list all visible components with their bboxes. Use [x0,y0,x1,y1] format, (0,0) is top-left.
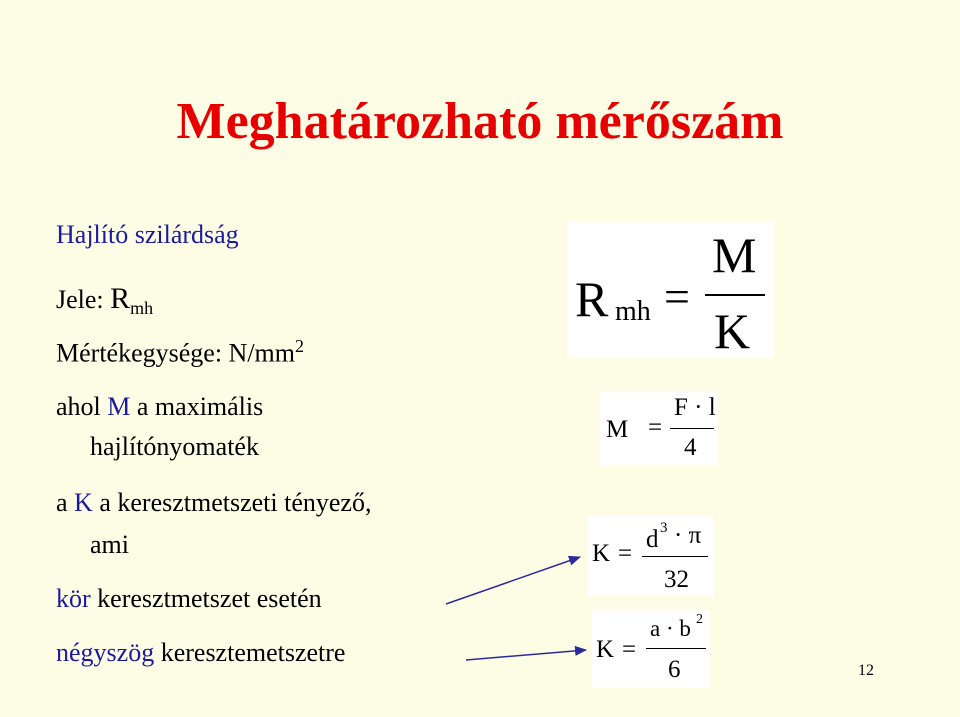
k-def-var: K [74,488,93,517]
formula-k-circle-den: 32 [664,566,689,593]
formula-k-circle-lhs: K [592,540,611,567]
formula-m-num: F · l [674,394,716,421]
arrow-circle [446,557,580,604]
formula-k-square-num: a · b [650,616,691,641]
case-square-word: négyszög [56,638,155,667]
case-square-rest: keresztemetszetre [160,638,346,667]
case-circle-rest: keresztmetszet esetén [97,584,322,613]
page-number: 12 [858,662,874,679]
formula-m-lhs: M [606,416,629,443]
symbol-label: Jele: [56,285,111,314]
k-def-post: a keresztmetszeti tényező, [92,488,372,517]
unit-sup: 2 [295,336,304,356]
formula-k-circle-rest: · π [674,522,702,549]
formula-k-square-lhs: K [596,636,615,663]
formula-main-den: K [714,303,751,359]
formula-main-eq: = [664,271,690,322]
formula-k-circle-exp: 3 [660,520,668,536]
m-def-line2: hajlítónyomaték [90,432,259,461]
formula-k-circle-d: d [646,526,659,553]
case-circle-word: kör [56,584,91,613]
formula-m-den: 4 [684,434,697,461]
subtitle: Hajlító szilárdság [56,220,239,249]
m-def-post: a maximális [130,392,264,421]
m-def-pre: ahol [56,392,108,421]
formula-k-circle-eq: = [618,540,633,567]
symbol-sub: mh [130,298,154,319]
m-def-var: M [107,392,131,421]
arrow-square [466,650,586,660]
formula-m-eq: = [648,414,663,441]
formula-main-r: R [575,271,609,327]
formula-k-square-eq: = [622,636,637,663]
k-def-line2: ami [90,530,129,559]
formula-main-num: M [712,227,757,283]
k-def-pre: a [56,488,75,517]
unit-value: N/mm [228,338,295,368]
formula-main-sub: mh [615,296,651,327]
symbol-base: R [110,282,131,315]
formula-k-square-den: 6 [668,656,681,683]
formula-k-square-exp: 2 [696,612,703,627]
unit-label: Mértékegysége: [56,338,229,368]
page-title: Meghatározható mérőszám [176,93,784,150]
